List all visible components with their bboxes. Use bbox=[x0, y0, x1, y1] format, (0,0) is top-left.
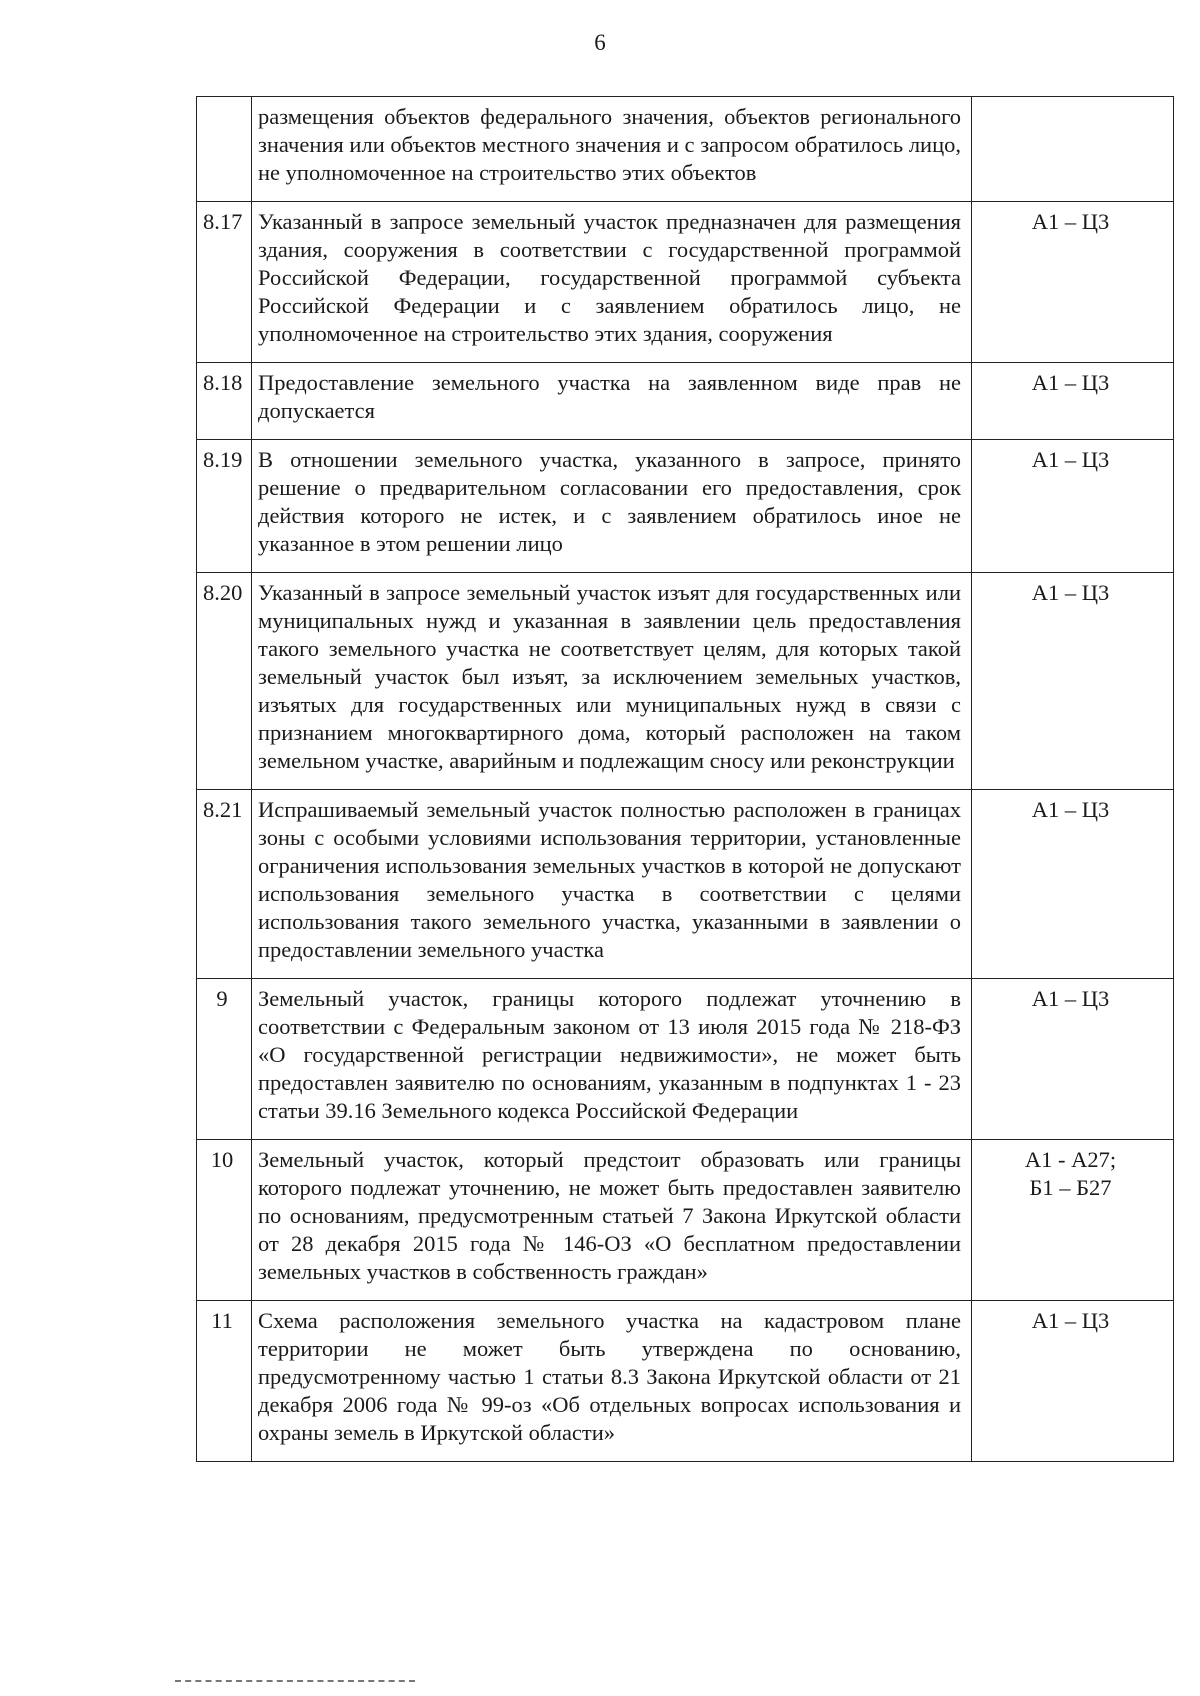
table-row bbox=[197, 97, 1174, 202]
row-code bbox=[972, 363, 1174, 440]
table-row bbox=[197, 202, 1174, 363]
row-code bbox=[972, 97, 1174, 202]
footer-dashed-line bbox=[175, 1680, 415, 1682]
row-code bbox=[972, 790, 1174, 979]
row-text: Испрашиваемый земельный участок полностью расположен в границах зоны с особыми условиями использования территории, установленные ограничения использования земельных участков в которой не допускают использования земельного участка в соответствии с целями использования такого земельного участка, указанными в заявлении о предоставлении земельного участка bbox=[252, 790, 972, 979]
table-row bbox=[197, 1301, 1174, 1462]
row-code-line: А1 – Ц3 bbox=[1031, 797, 1110, 822]
row-code-line: Б1 – Б27 bbox=[1029, 1175, 1112, 1200]
row-text: Схема расположения земельного участка на кадастровом плане территории не может быть утверждена по основанию, предусмотренному частью 1 статьи 8.3 Закона Иркутской области от 21 декабря 2006 года № 99-оз «Об отдельных вопросах использования и охраны земель в Иркутской области» bbox=[252, 1301, 972, 1462]
grounds-table bbox=[196, 96, 1174, 1462]
row-number: 8.20 bbox=[197, 573, 252, 790]
row-code-line: А1 – Ц3 bbox=[1031, 370, 1110, 395]
row-number: 8.21 bbox=[197, 790, 252, 979]
row-number: 9 bbox=[197, 979, 252, 1140]
row-code-line: А1 - А27; bbox=[1024, 1147, 1117, 1172]
row-text: В отношении земельного участка, указанного в запросе, принято решение о предварительном согласовании его предоставления, срок действия которого не истек, и с заявлением обратилось иное не указанное в этом решении лицо bbox=[252, 440, 972, 573]
row-text: Предоставление земельного участка на заявленном виде прав не допускается bbox=[252, 363, 972, 440]
row-code bbox=[972, 440, 1174, 573]
row-text: Указанный в запросе земельный участок изъят для государственных или муниципальных нужд и указанная в заявлении цель предоставления такого земельного участка не соответствует целям, для которых такой земельный участок был изъят, за исключением земельных участков, изъятых для государственных или муниципальных нужд в связи с признанием многоквартирного дома, который расположен на таком земельном участке, аварийным и подлежащим сносу или реконструкции bbox=[252, 573, 972, 790]
row-text: Указанный в запросе земельный участок предназначен для размещения здания, сооружения в соответствии с государственной программой Российской Федерации, государственной программой субъекта Российской Федерации и с заявлением обратилось лицо, не уполномоченное на строительство этих здания, сооружения bbox=[252, 202, 972, 363]
row-text: размещения объектов федерального значения, объектов регионального значения или объектов местного значения и с запросом обратилось лицо, не уполномоченное на строительство этих объектов bbox=[252, 97, 972, 202]
row-code-line: А1 – Ц3 bbox=[1031, 1308, 1110, 1333]
row-text: Земельный участок, который предстоит образовать или границы которого подлежат уточнению, не может быть предоставлен заявителю по основаниям, предусмотренным статьей 7 Закона Иркутской области от 28 декабря 2015 года № 146-ОЗ «О бесплатном предоставлении земельных участков в собственность граждан» bbox=[252, 1140, 972, 1301]
row-code bbox=[972, 202, 1174, 363]
page-number: 6 bbox=[594, 30, 606, 55]
table-row bbox=[197, 790, 1174, 979]
row-code bbox=[972, 573, 1174, 790]
row-number bbox=[197, 97, 252, 202]
row-number: 11 bbox=[197, 1301, 252, 1462]
table-row bbox=[197, 440, 1174, 573]
table-row bbox=[197, 979, 1174, 1140]
row-code-line: А1 – Ц3 bbox=[1031, 447, 1110, 472]
row-number: 10 bbox=[197, 1140, 252, 1301]
table-row bbox=[197, 1140, 1174, 1301]
row-number: 8.17 bbox=[197, 202, 252, 363]
row-code-line: А1 – Ц3 bbox=[1031, 986, 1110, 1011]
row-number: 8.19 bbox=[197, 440, 252, 573]
table-row bbox=[197, 363, 1174, 440]
row-code bbox=[972, 979, 1174, 1140]
table-row bbox=[197, 573, 1174, 790]
row-code bbox=[972, 1140, 1174, 1301]
row-code-line: А1 – Ц3 bbox=[1031, 209, 1110, 234]
row-text: Земельный участок, границы которого подлежат уточнению в соответствии с Федеральным законом от 13 июля 2015 года № 218-ФЗ «О государственной регистрации недвижимости», не может быть предоставлен заявителю по основаниям, указанным в подпунктах 1 - 23 статьи 39.16 Земельного кодекса Российской Федерации bbox=[252, 979, 972, 1140]
row-code-line: А1 – Ц3 bbox=[1031, 580, 1110, 605]
row-code bbox=[972, 1301, 1174, 1462]
row-number: 8.18 bbox=[197, 363, 252, 440]
